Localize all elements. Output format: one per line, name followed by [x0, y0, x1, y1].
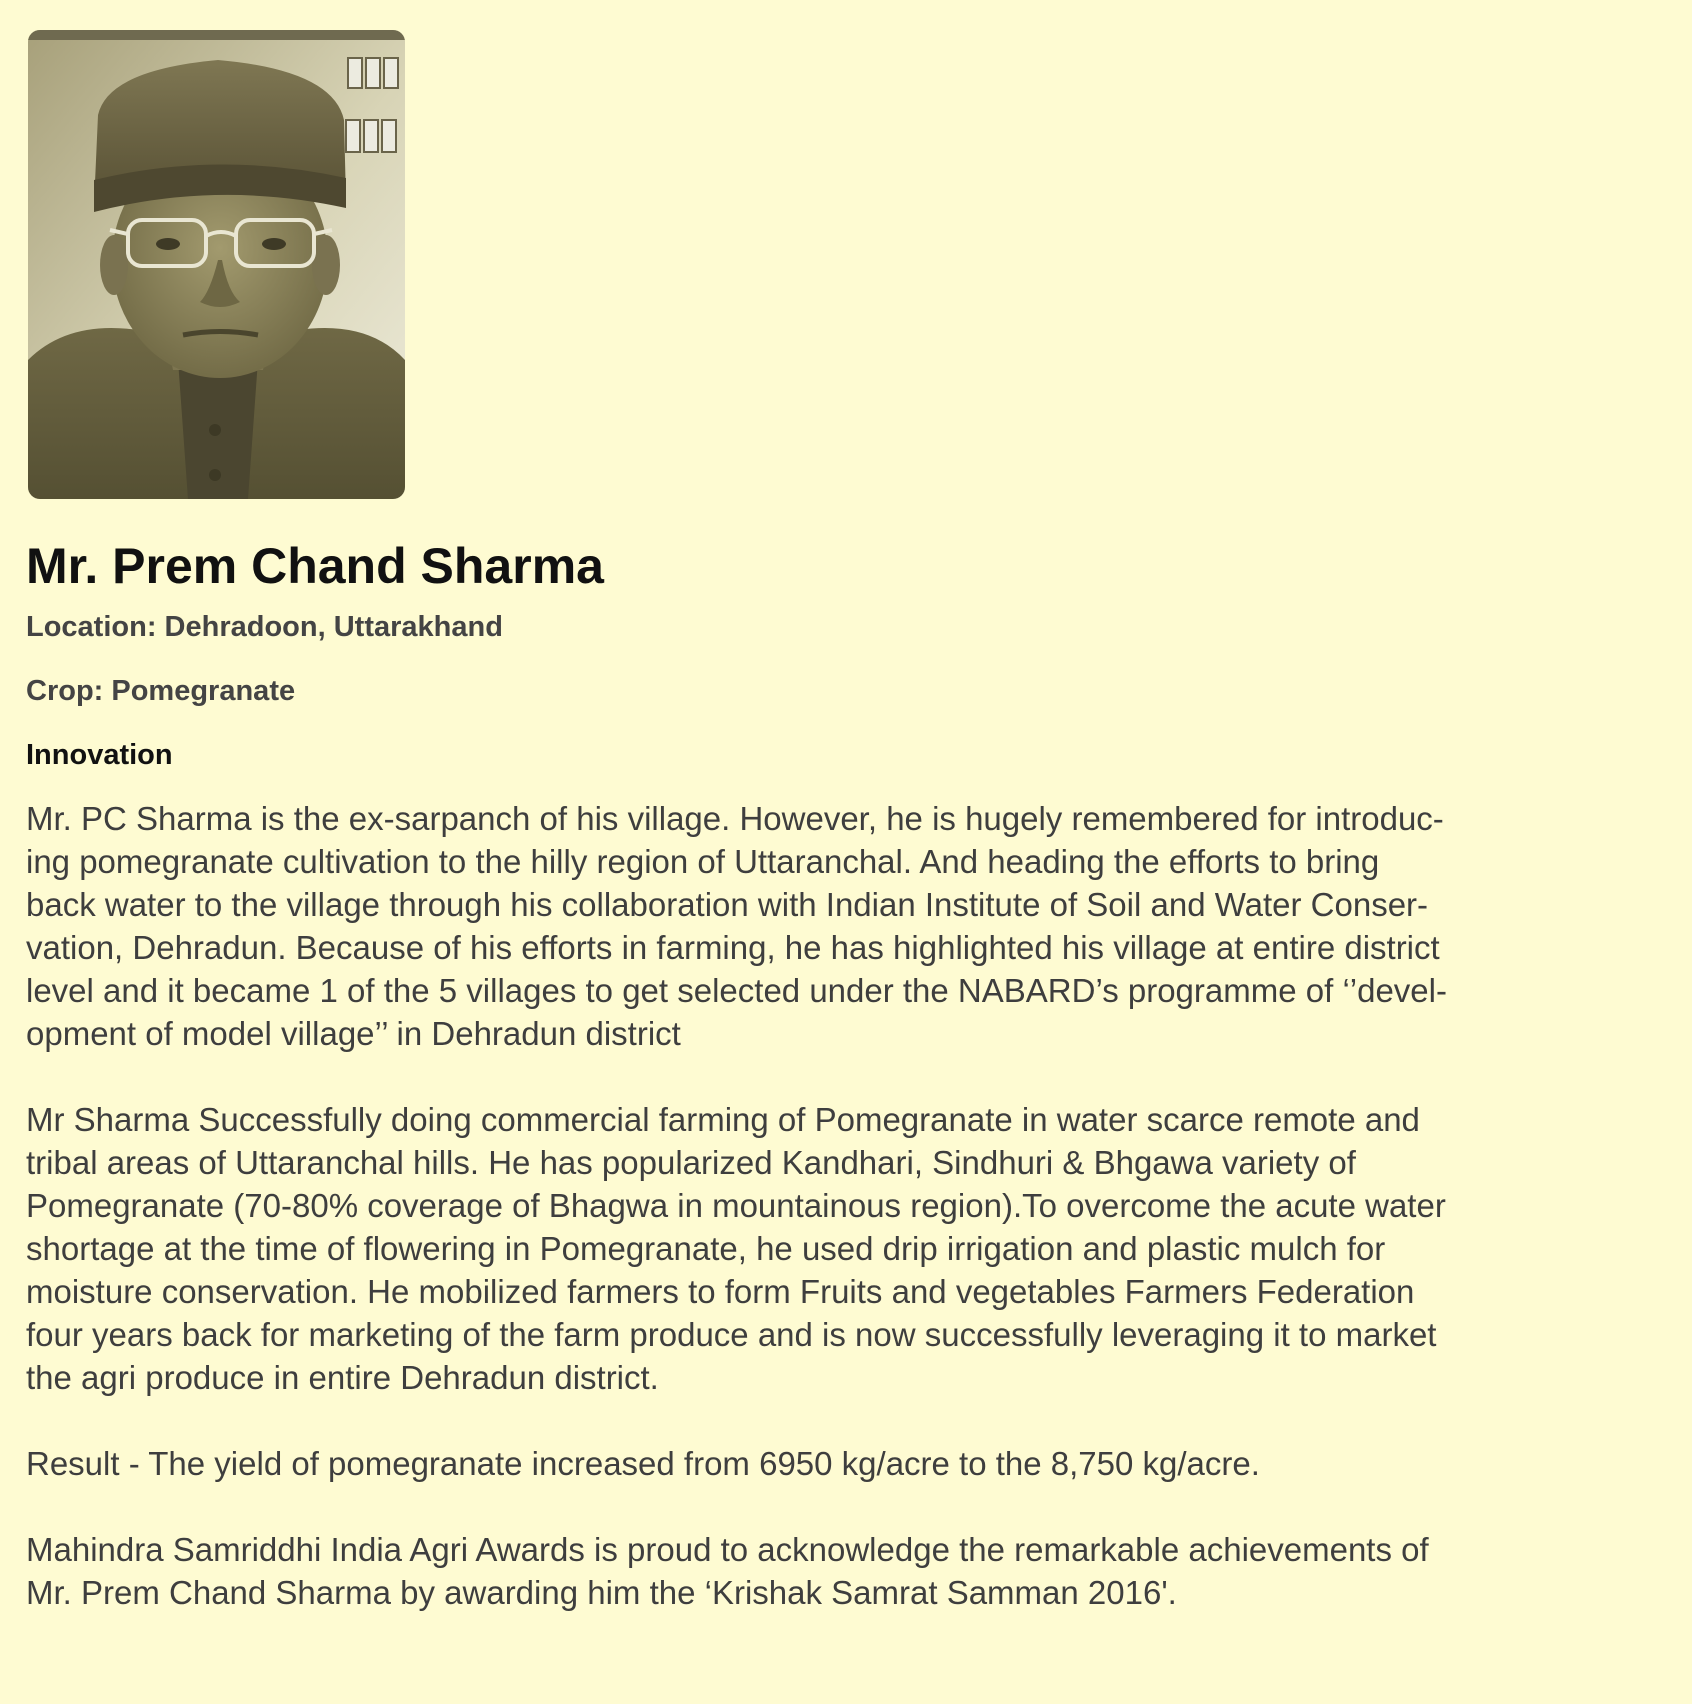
- innovation-paragraph-2: Mr Sharma Successfully doing commercial farming of Pomegranate in water scarce remote and tribal areas of Uttaranchal hills. He has popularized Kandhari, Sindhuri & Bhgawa variety of Pomegranate (70-80% coverage of Bhagwa in mountainous region).To overcome the acute water shortage at the time of flowering in Pomegranate, he used drip irrigation and plastic mulch for moisture conservation. He mobilized farmers to form Fruits and vegetables Farmers Federation four years back for marketing of the farm produce and is now successfully leveraging it to market the agri produce in entire Dehradun district.: [26, 1101, 1446, 1396]
- farmer-name: Mr. Prem Chand Sharma: [26, 538, 604, 594]
- profile-photo: [28, 30, 405, 499]
- result-paragraph: Result - The yield of pomegranate increased from 6950 kg/acre to the 8,750 kg/acre.: [26, 1445, 1260, 1482]
- crop-text: Crop: Pomegranate: [26, 675, 296, 707]
- innovation-heading: Innovation: [26, 739, 173, 771]
- innovation-paragraph-1: Mr. PC Sharma is the ex-sarpanch of his village. However, he is hugely remembered for introduc- ing pomegranate cultivation to the hilly region of Uttaranchal. And heading the efforts to bring back water to the village through his collaboration with Indian Institute of Soil and Water Conser- vation, Dehradun. Because of his efforts in farming, he has highlighted his village at entire district level and it became 1 of the 5 villages to get selected under the NABARD’s programme of ‘’devel- opment of model village’’ in Dehradun district: [26, 800, 1447, 1052]
- award-paragraph: Mahindra Samriddhi India Agri Awards is proud to acknowledge the remarkable achievements of Mr. Prem Chand Sharma by awarding him the ‘Krishak Samrat Samman 2016'.: [26, 1531, 1429, 1611]
- profile-content: [26, 536, 1666, 1614]
- location-text: Location: Dehradoon, Uttarakhand: [26, 611, 503, 643]
